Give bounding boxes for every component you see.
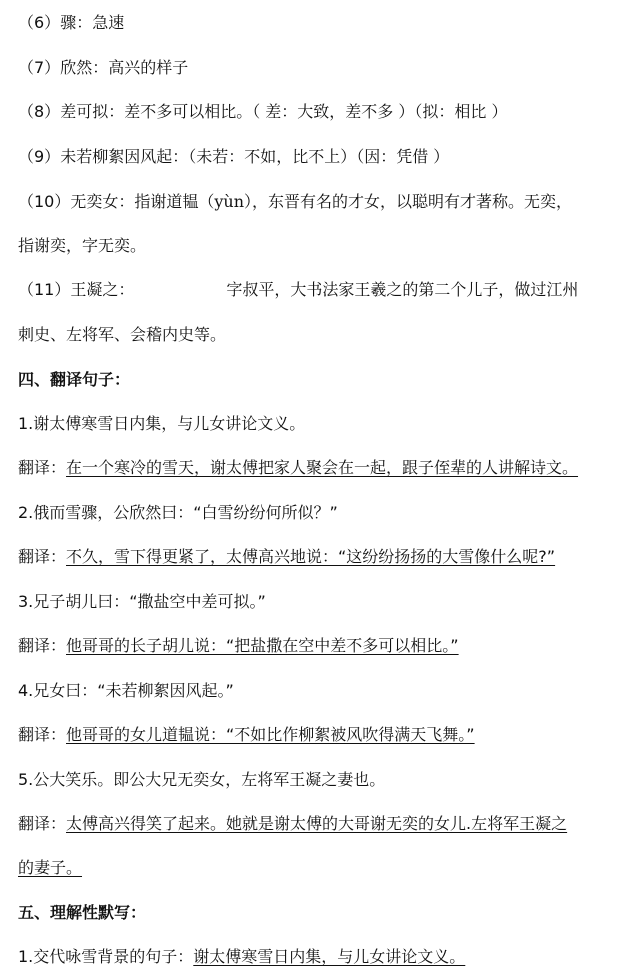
note-8 (18, 101, 630, 123)
translation-label: 翻译： (18, 725, 67, 744)
note-text: 无奕女：指谢道韫（ (70, 192, 215, 211)
translation-text: 不久，雪下得更紧了，太傅高兴地说：“这纷纷扬扬的大雪像什么呢?” (66, 547, 556, 566)
sentence-1-source: 1.谢太傅寒雪日内集，与儿女讲论文义。 (18, 414, 306, 433)
section-5-heading: 五、理解性默写： (18, 903, 147, 922)
section-4-heading: 四、翻译句子： (18, 370, 131, 389)
note-text: 骤：急速 (60, 13, 125, 32)
translation-text: 的妻子。 (18, 858, 83, 877)
note-number: （8） (18, 102, 61, 121)
answer-text: 谢太傅寒雪日内集，与儿女讲论文义。 (193, 947, 466, 966)
note-text: 差可拟：差不多可以相比。（ 差：大致，差不多 ）（拟：相比 ） (60, 102, 508, 121)
question-text: 1.交代咏雪背景的句子： (18, 947, 194, 966)
sentence-2-translation (18, 546, 630, 568)
note-9 (18, 146, 630, 168)
note-number: （9） (18, 147, 61, 166)
note-number: （11） (18, 280, 71, 299)
note-11-continued (18, 324, 630, 346)
translation-text: 他哥哥的长子胡儿说：“把盐撒在空中差不多可以相比。” (66, 636, 459, 655)
recitation-item-1 (18, 946, 630, 968)
translation-text: 他哥哥的女儿道韫说：“不如比作柳絮被风吹得满天飞舞。” (66, 725, 475, 744)
sentence-5-source: 5.公大笑乐。即公大兄无奕女，左将军王凝之妻也。 (18, 770, 386, 789)
note-10 (18, 191, 630, 213)
sentence-1-translation (18, 457, 630, 479)
sentence-3-source: 3.兄子胡儿曰：“撒盐空中差可拟。” (18, 592, 266, 611)
note-text: 字叔平，大书法家王羲之的第二个儿子，做过江州 (226, 280, 579, 299)
note-text: 王凝之： (70, 280, 135, 299)
sentence-4-source: 4.兄女曰：“未若柳絮因风起。” (18, 681, 234, 700)
note-number: （7） (18, 58, 61, 77)
note-text: 未若柳絮因风起：（未若：不如，比不上）（因：凭借 ） (60, 147, 450, 166)
pinyin: yùn (214, 192, 245, 211)
note-number: （10） (18, 192, 71, 211)
translation-label: 翻译： (18, 458, 67, 477)
note-text: ），东晋有名的才女，以聪明有才著称。无奕， (244, 192, 573, 211)
sentence-5-translation-continued (18, 857, 630, 879)
note-10-continued (18, 235, 630, 257)
note-11 (18, 279, 630, 301)
translation-label: 翻译： (18, 636, 67, 655)
sentence-2-source: 2.俄而雪骤，公欣然曰：“白雪纷纷何所似？” (18, 503, 338, 522)
sentence-5-translation (18, 813, 630, 835)
note-text: 刺史、左将军、会稽内史等。 (18, 325, 227, 344)
translation-text: 在一个寒冷的雪天，谢太傅把家人聚会在一起，跟子侄辈的人讲解诗文。 (66, 458, 579, 477)
note-7 (18, 57, 630, 79)
note-text: 指谢奕，字无奕。 (18, 236, 147, 255)
note-number: （6） (18, 13, 61, 32)
note-6 (18, 12, 630, 34)
translation-label: 翻译： (18, 547, 67, 566)
note-text: 欣然：高兴的样子 (60, 58, 189, 77)
sentence-3-translation (18, 635, 630, 657)
translation-text: 太傅高兴得笑了起来。她就是谢太傅的大哥谢无奕的女儿.左将军王凝之 (66, 814, 568, 833)
translation-label: 翻译： (18, 814, 67, 833)
sentence-4-translation (18, 724, 630, 746)
